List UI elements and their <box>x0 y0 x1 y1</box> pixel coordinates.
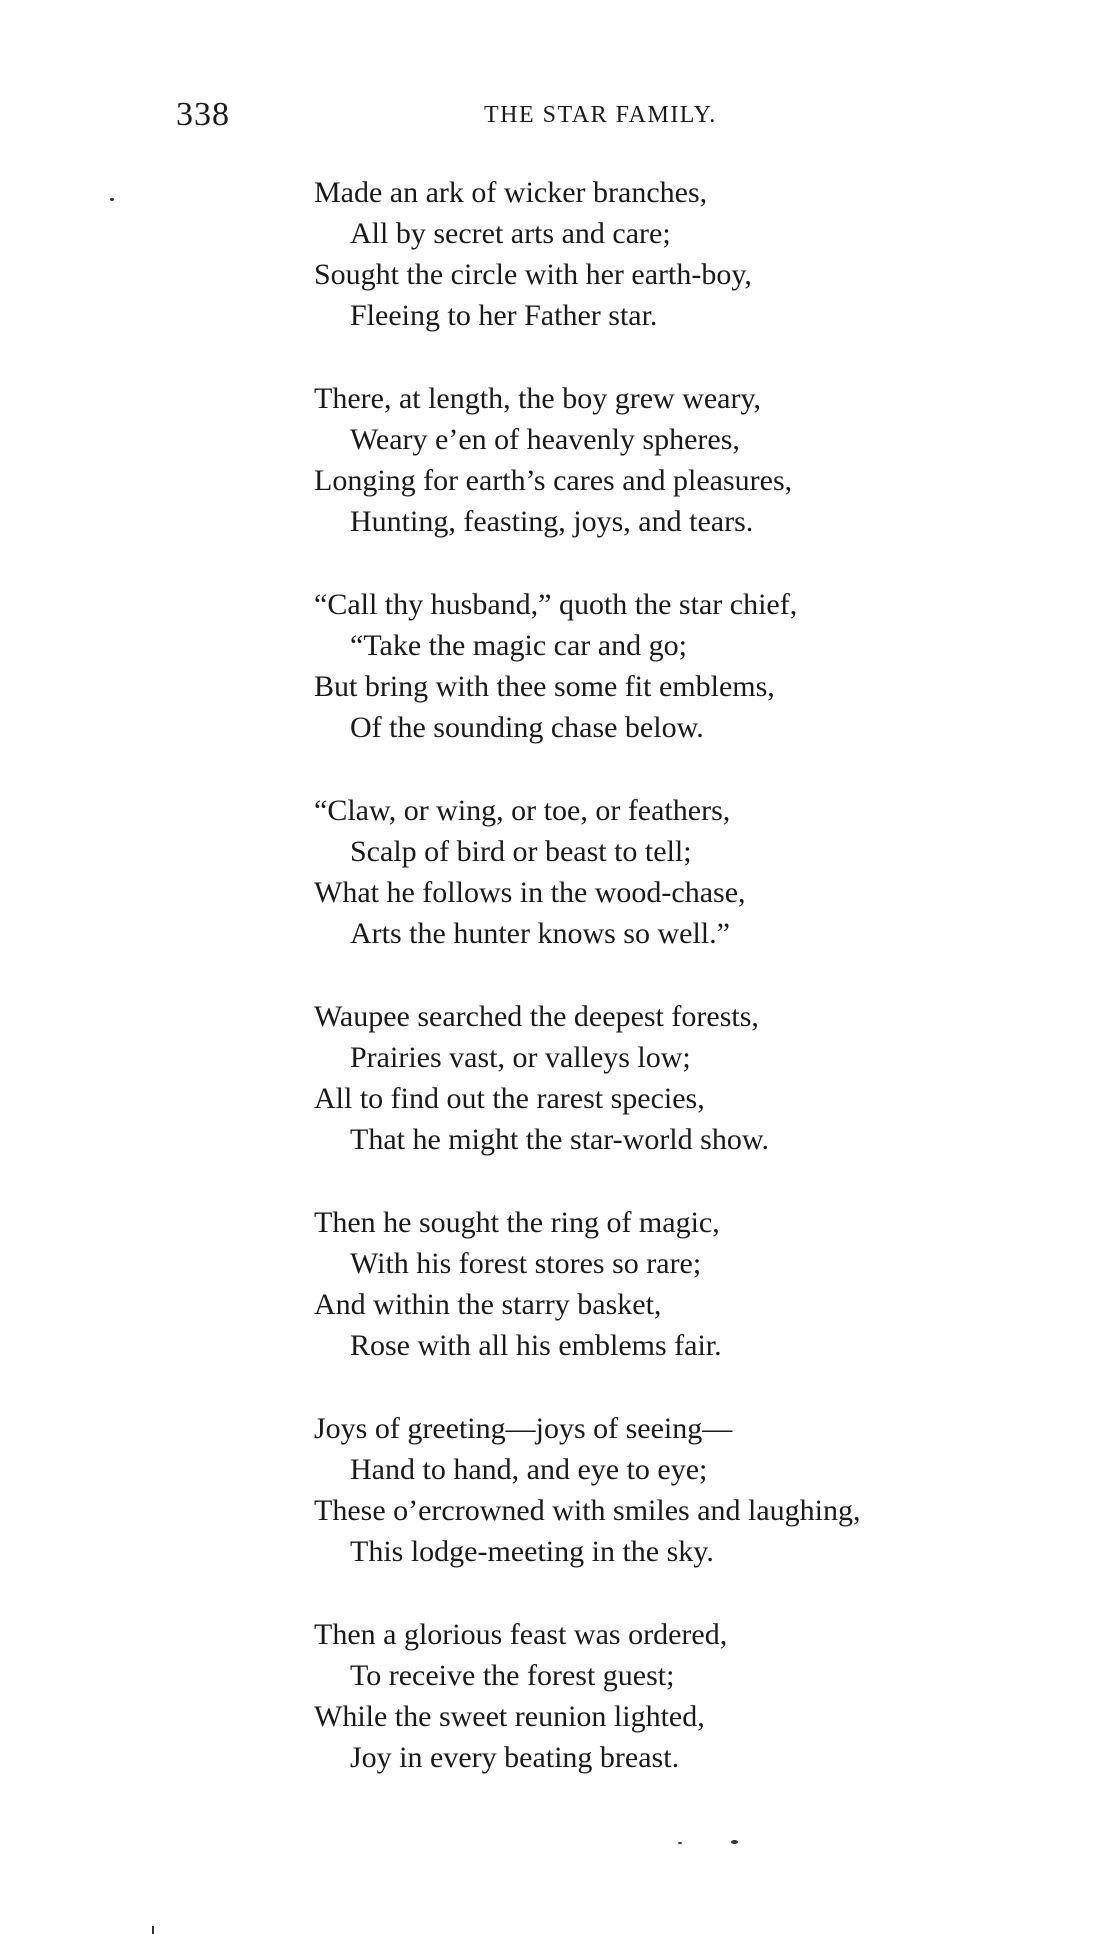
poem-line: What he follows in the wood-chase, <box>314 876 746 909</box>
poem-line: Weary e’en of heavenly spheres, <box>350 423 740 456</box>
stanza <box>314 1614 1034 1778</box>
poem-line: “Call thy husband,” quoth the star chief, <box>314 588 798 621</box>
poem-line: But bring with thee some fit emblems, <box>314 670 775 703</box>
stanza <box>314 1408 1034 1572</box>
poem-line: To receive the forest guest; <box>350 1659 675 1692</box>
stanza <box>314 584 1034 748</box>
scan-speck <box>731 1840 738 1844</box>
stanza <box>314 172 1034 336</box>
poem-line: That he might the star-world show. <box>350 1123 770 1156</box>
poem-line: Then a glorious feast was ordered, <box>314 1618 728 1651</box>
stanza <box>314 996 1034 1160</box>
stanza <box>314 790 1034 954</box>
poem-line: Fleeing to her Father star. <box>350 299 658 332</box>
stanza <box>314 1202 1034 1366</box>
poem-line: Made an ark of wicker branches, <box>314 176 708 209</box>
poem-line: Waupee searched the deepest forests, <box>314 1000 759 1033</box>
poem-line: “Claw, or wing, or toe, or feathers, <box>314 794 731 827</box>
page-number: 338 <box>176 96 230 133</box>
scan-speck <box>110 198 114 201</box>
poem-line: There, at length, the boy grew weary, <box>314 382 762 415</box>
poem-line: All to find out the rarest species, <box>314 1082 705 1115</box>
stanza <box>314 378 1034 542</box>
scan-speck <box>152 1926 154 1934</box>
poem-line: Joys of greeting—joys of seeing— <box>314 1412 733 1445</box>
poem-line: Longing for earth’s cares and pleasures, <box>314 464 793 497</box>
poem-line: Hand to hand, and eye to eye; <box>350 1453 708 1486</box>
poem-line: Hunting, feasting, joys, and tears. <box>350 505 754 538</box>
poem-line: Sought the circle with her earth-boy, <box>314 258 752 291</box>
poem-line: All by secret arts and care; <box>350 217 671 250</box>
poem-line: Prairies vast, or valleys low; <box>350 1041 691 1074</box>
poem-line: Of the sounding chase below. <box>350 711 704 744</box>
poem <box>314 172 1034 1820</box>
poem-line: “Take the magic car and go; <box>350 629 687 662</box>
poem-line: Then he sought the ring of magic, <box>314 1206 720 1239</box>
running-header <box>176 96 796 136</box>
poem-line: This lodge-meeting in the sky. <box>350 1535 714 1568</box>
poem-line: These o’ercrowned with smiles and laughing, <box>314 1494 861 1527</box>
poem-line: Joy in every beating breast. <box>350 1741 680 1774</box>
scan-speck <box>678 1842 682 1844</box>
poem-line: While the sweet reunion lighted, <box>314 1700 705 1733</box>
poem-line: And within the starry basket, <box>314 1288 662 1321</box>
poem-line: Arts the hunter knows so well.” <box>350 917 730 950</box>
poem-line: Rose with all his emblems fair. <box>350 1329 722 1362</box>
running-title: THE STAR FAMILY. <box>484 102 717 128</box>
poem-line: Scalp of bird or beast to tell; <box>350 835 692 868</box>
poem-line: With his forest stores so rare; <box>350 1247 702 1280</box>
